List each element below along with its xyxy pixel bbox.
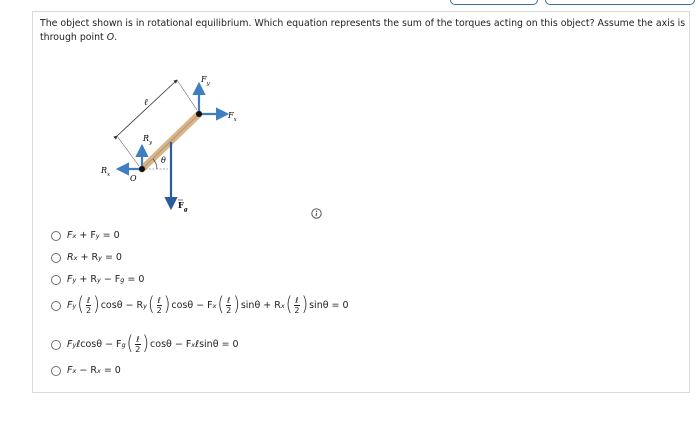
option-5-equation: F y ℓcosθ − F g ( $\frac{\text{ℓ}}{2}$ ) cosθ − F x ℓsinθ = 0 [67,332,239,356]
option-1[interactable] [51,230,120,241]
option-4[interactable] [51,293,349,317]
option-3-equation: F y + R y − F g = 0 [67,274,145,285]
rx-label: $R_x$ [101,166,111,178]
top-point [196,111,202,117]
option-2-equation: R x + R y = 0 [67,252,122,263]
origin-label: O [130,174,137,183]
option-2-radio[interactable] [51,253,61,263]
option-3-radio[interactable] [51,275,61,285]
option-6-radio[interactable] [51,366,61,376]
top-button-left[interactable] [450,0,538,5]
fy-label: $F_y$ [201,75,210,87]
axis-point-label: O [106,32,115,43]
option-1-radio[interactable] [51,231,61,241]
top-button-right[interactable] [545,0,695,5]
option-4-equation: F y ( $\frac{\text{ℓ}}{2}$ ) cosθ − R y ( $\frac{\text{ℓ}}{2}$ ) cosθ − F x ( $\frac{\text{ℓ}}{2}$ ) sinθ + R x ( $\frac{\text{ℓ}}{2}$ ) sinθ = 0 [67,293,349,317]
pivot-point [139,166,145,172]
prompt-text: The object shown is in rotational equilibrium. Which equation represents the sum of the torques acting on this object? Assume the axis is through point [40,18,686,43]
dim-tick-top [177,80,197,110]
ry-label: $R_y$ [143,134,153,146]
dim-tick-bottom [117,136,139,166]
fg-label: $F_g$ [178,200,188,213]
info-icon[interactable] [311,208,322,219]
prompt-end: . [114,32,118,43]
angle-label: θ [161,156,166,165]
option-3[interactable] [51,274,144,285]
torque-diagram [95,70,255,220]
option-4-radio[interactable] [51,301,61,311]
option-1-equation: F x + F y = 0 [67,230,120,241]
option-6[interactable] [51,365,121,376]
question-prompt [40,17,690,45]
length-label: ℓ [144,98,148,108]
option-6-equation: F x − R x = 0 [67,365,121,376]
fx-label: $F_x$ [228,111,237,123]
option-5[interactable] [51,332,239,356]
dimension-line [117,80,177,136]
option-2[interactable] [51,252,122,263]
option-5-radio[interactable] [51,340,61,350]
